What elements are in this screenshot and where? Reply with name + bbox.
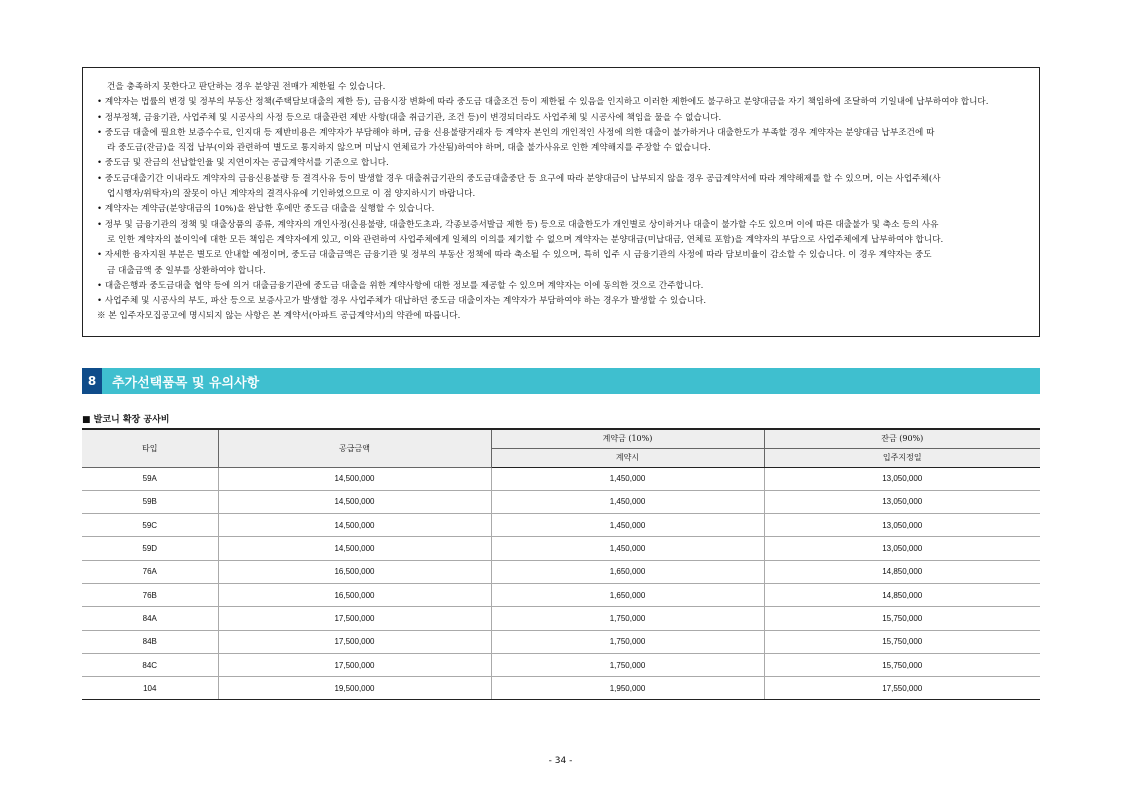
cell-deposit: 1,650,000 <box>491 560 764 583</box>
cell-type: 84B <box>82 630 218 653</box>
cell-type: 76A <box>82 560 218 583</box>
cell-supply: 16,500,000 <box>218 583 491 606</box>
cell-deposit: 1,450,000 <box>491 514 764 537</box>
notice-line: • 계약자는 법률의 변경 및 정부의 부동산 정책(주택담보대출의 제한 등), 금융시장 변화에 따라 중도금 대출조건 등이 제한될 수 있음을 인지하고 이러한 제한에도 불구하고 분양대금을 자기 책임하에 조달하여 기일내에 납부하여야 합니다. <box>97 95 1029 110</box>
notice-line: • 계약자는 계약금(분양대금의 10%)을 완납한 후에만 중도금 대출을 실행할 수 있습니다. <box>97 202 1029 217</box>
notice-line: • 정부 및 금융기관의 정책 및 대출상품의 종류, 계약자의 개인사정(신용불량, 대출한도초과, 각종보증서발급 제한 등) 등으로 대출한도가 개인별로 상이하거나 대출이 불가할 수도 있으며 이에 따른 대출불가 및 축소 등의 사유 <box>97 218 1029 233</box>
notice-line: • 정부정책, 금융기관, 사업주체 및 시공사의 사정 등으로 대출관련 제반 사항(대출 취급기관, 조건 등)이 변경되더라도 사업주체 및 시공사에 책임을 물을 수 없습니다. <box>97 111 1029 126</box>
cell-balance: 13,050,000 <box>764 490 1040 513</box>
header-supply: 공급금액 <box>218 429 491 467</box>
notice-line: • 중도금 대출에 필요한 보증수수료, 인지대 등 제반비용은 계약자가 부담해야 하며, 금융 신용불량거래자 등 계약자 본인의 개인적인 사정에 의한 대출이 불가하거나 대출한도가 부족할 경우 계약자는 분양대금 납부조건에 따 <box>97 126 1029 141</box>
notice-line: 금 대출금액 중 일부를 상환하여야 합니다. <box>107 265 266 276</box>
cell-supply: 14,500,000 <box>218 490 491 513</box>
section-title: 추가선택품목 및 유의사항 <box>112 375 260 391</box>
cell-balance: 13,050,000 <box>764 537 1040 560</box>
cell-balance: 15,750,000 <box>764 653 1040 676</box>
cell-type: 59D <box>82 537 218 560</box>
notice-line: • 중도금대출기간 이내라도 계약자의 금융신용불량 등 결격사유 등이 발생할 경우 대출취급기관의 중도금대출중단 등 요구에 따라 분양대금이 납부되지 않을 경우 공급계약서에 따라 계약해제를 할 수 있으며, 이는 사업주체(사 <box>97 172 1029 187</box>
notice-line: 로 인한 계약자의 불이익에 대한 모든 책임은 계약자에게 있고, 이와 관련하여 사업주체에게 일체의 이의를 제기할 수 없으며 계약자는 분양대금(미납대금, 연체료 포함)을 계약자의 부담으로 사업주체에게 납부하여야 합니다. <box>107 234 944 245</box>
notice-line: • 자세한 융자지원 부분은 별도로 안내할 예정이며, 중도금 대출금액은 금융기관 및 정부의 부동산 정책에 따라 축소될 수 있으며, 특히 입주 시 금융기관의 사정에 따라 담보비율이 감소할 수 있습니다. 이 경우 계약자는 중도 <box>97 248 1029 263</box>
table-row <box>82 490 1040 513</box>
notice-line: • 중도금 및 잔금의 선납할인율 및 지연이자는 공급계약서를 기준으로 합니다. <box>97 156 1029 171</box>
cell-type: 104 <box>82 677 218 700</box>
cell-deposit: 1,750,000 <box>491 607 764 630</box>
cell-balance: 17,550,000 <box>764 677 1040 700</box>
cell-type: 84A <box>82 607 218 630</box>
cell-type: 84C <box>82 653 218 676</box>
cell-supply: 14,500,000 <box>218 467 491 490</box>
table-row <box>82 514 1040 537</box>
notice-line: • 대출은행과 중도금대출 협약 등에 의거 대출금융기관에 중도금 대출을 위한 계약사항에 대한 정보를 제공할 수 있으며 계약자는 이에 동의한 것으로 간주합니다. <box>97 279 1029 294</box>
table-row <box>82 537 1040 560</box>
header-balance-when: 입주지정일 <box>764 448 1040 467</box>
table-row <box>82 653 1040 676</box>
balcony-cost-table <box>82 428 1040 700</box>
cell-supply: 17,500,000 <box>218 630 491 653</box>
table-row <box>82 677 1040 700</box>
cell-deposit: 1,450,000 <box>491 490 764 513</box>
cell-balance: 14,850,000 <box>764 560 1040 583</box>
notice-line: 라 중도금(잔금)을 직접 납부(이와 관련하여 별도로 통지하지 않으며 미납시 연체료가 가산됨)하여야 하며, 대출 불가사유로 인한 계약해지를 주장할 수 없습니다. <box>107 143 711 154</box>
cell-type: 59B <box>82 490 218 513</box>
cell-deposit: 1,950,000 <box>491 677 764 700</box>
notice-line: • 사업주체 및 시공사의 부도, 파산 등으로 보증사고가 발생할 경우 사업주체가 대납하던 중도금 대출이자는 계약자가 부담하여야 하는 경우가 발생할 수 있습니다. <box>97 294 1029 309</box>
table-row <box>82 467 1040 490</box>
cell-balance: 14,850,000 <box>764 583 1040 606</box>
cell-type: 59C <box>82 514 218 537</box>
cell-deposit: 1,450,000 <box>491 537 764 560</box>
cell-deposit: 1,650,000 <box>491 583 764 606</box>
cell-deposit: 1,450,000 <box>491 467 764 490</box>
section-number: 8 <box>82 368 102 394</box>
notice-line: 건을 충족하지 못한다고 판단하는 경우 분양권 전매가 제한될 수 있습니다. <box>107 82 386 92</box>
table-row <box>82 630 1040 653</box>
cell-balance: 13,050,000 <box>764 467 1040 490</box>
cell-supply: 17,500,000 <box>218 607 491 630</box>
header-type: 타입 <box>82 429 218 467</box>
cell-deposit: 1,750,000 <box>491 630 764 653</box>
cell-supply: 19,500,000 <box>218 677 491 700</box>
cell-supply: 17,500,000 <box>218 653 491 676</box>
section-header <box>82 368 1040 394</box>
cell-supply: 16,500,000 <box>218 560 491 583</box>
notice-line: ※ 본 입주자모집공고에 명시되지 않는 사항은 본 계약서(아파트 공급계약서)의 약관에 따릅니다. <box>97 311 461 322</box>
table-row <box>82 583 1040 606</box>
cell-type: 59A <box>82 467 218 490</box>
header-deposit-when: 계약시 <box>491 448 764 467</box>
notice-box <box>82 67 1040 337</box>
page-number: - 34 - <box>548 756 573 766</box>
cell-supply: 14,500,000 <box>218 514 491 537</box>
cell-supply: 14,500,000 <box>218 537 491 560</box>
table-row <box>82 560 1040 583</box>
notice-line: 업시행자/위탁자)의 잘못이 아닌 계약자의 결격사유에 기인하였으므로 이 점 양지하시기 바랍니다. <box>107 189 476 200</box>
subsection-title: ■ 발코니 확장 공사비 <box>82 412 169 425</box>
cell-balance: 13,050,000 <box>764 514 1040 537</box>
cell-balance: 15,750,000 <box>764 630 1040 653</box>
cell-deposit: 1,750,000 <box>491 653 764 676</box>
header-balance: 잔금 (90%) <box>764 429 1040 448</box>
cell-balance: 15,750,000 <box>764 607 1040 630</box>
cell-type: 76B <box>82 583 218 606</box>
header-deposit: 계약금 (10%) <box>491 429 764 448</box>
table-row <box>82 607 1040 630</box>
